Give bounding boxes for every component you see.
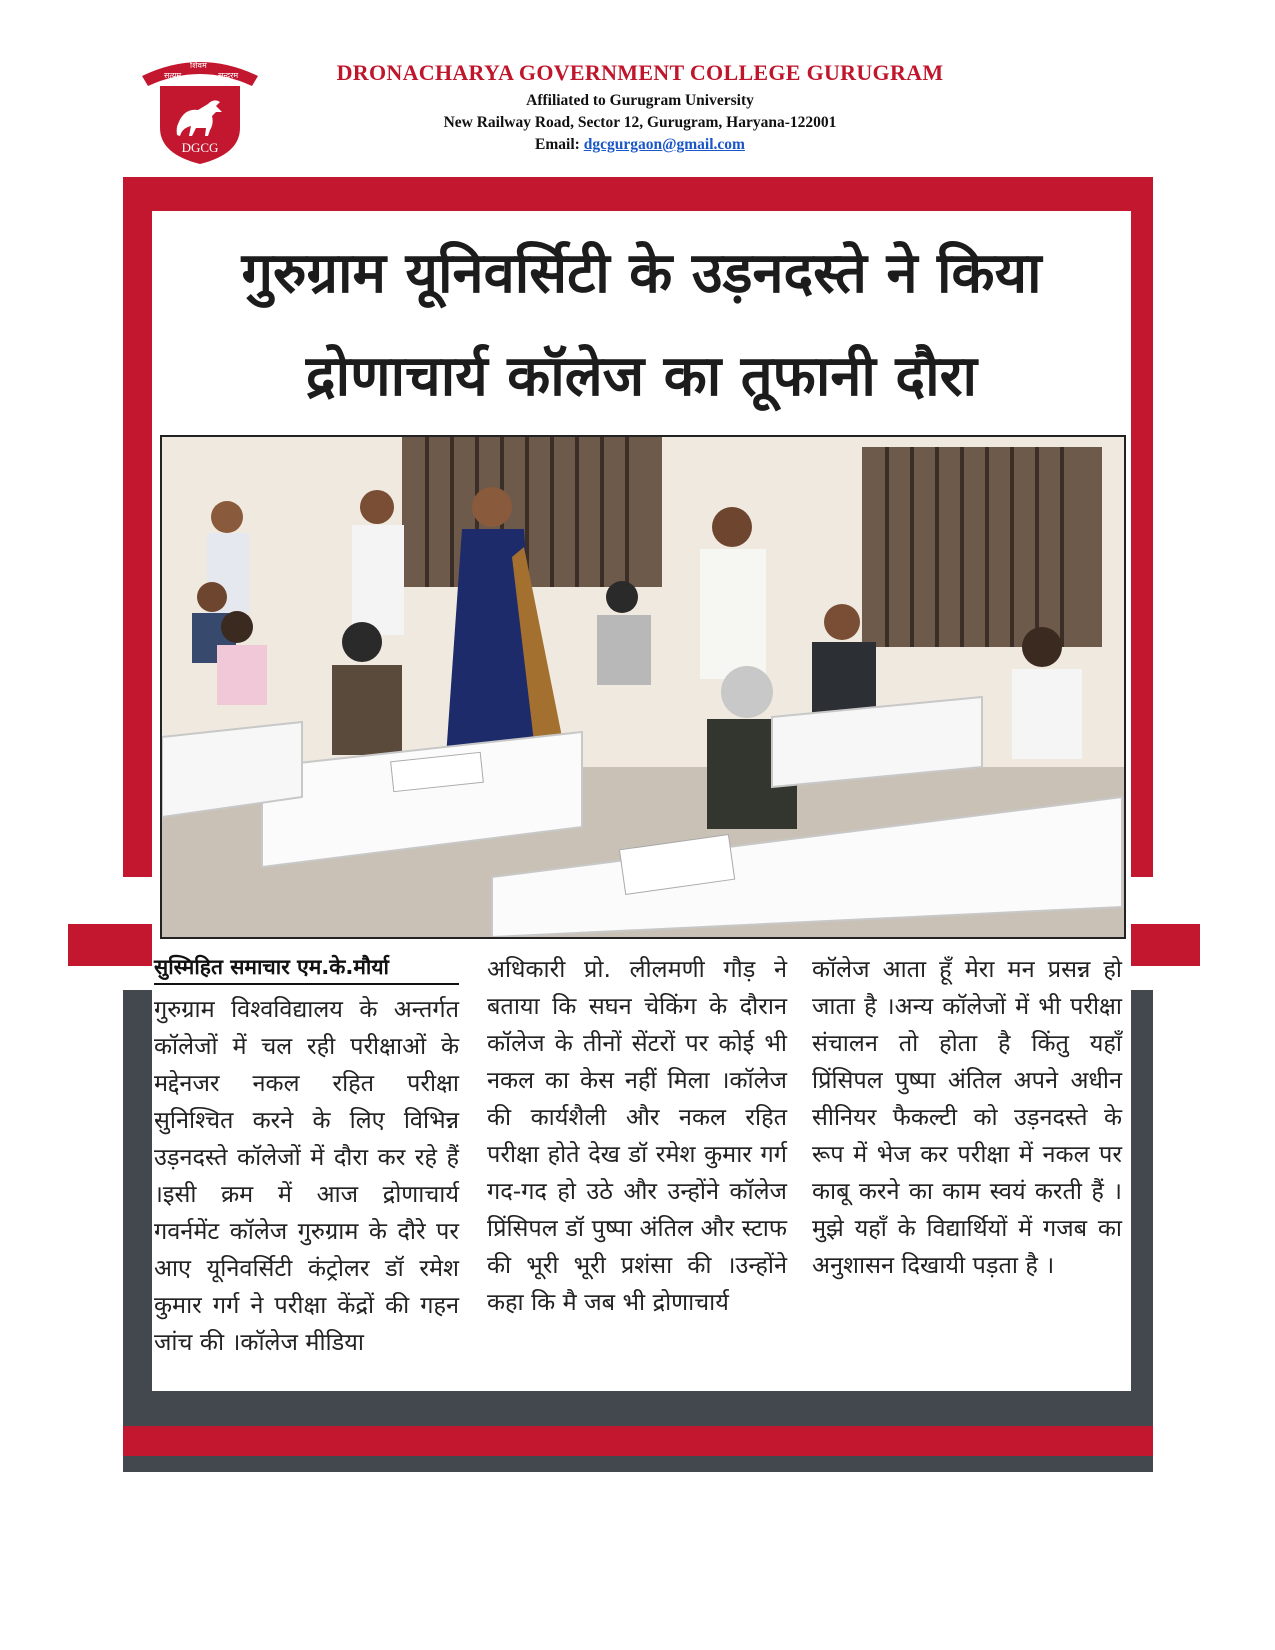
news-clipping [152,211,1131,1391]
column-2-text: अधिकारी प्रो. लीलमणी गौड़ ने बताया कि सघन चेकिंग के दौरान कॉलेज के तीनों सेंटरों पर कोई भी नकल का केस नहीं मिला ।कॉलेज की कार्यशैली और नकल रहित परीक्षा होते देख डॉ रमेश कुमार गर्ग गद-गद हो उठे और उन्होंने कॉलेज प्रिंसिपल डॉ पुष्पा अंतिल और स्टाफ की भूरी भूरी प्रशंसा की ।उन्होंने कहा कि मै जब भी द्रोणाचार्य [487,955,787,1316]
frame-red-bottom [123,1426,1153,1456]
article-column-3 [812,951,1122,1284]
byline: सुस्मिहित समाचार एम.के.मौर्या [154,953,459,985]
college-name: DRONACHARYA GOVERNMENT COLLEGE GURUGRAM [336,60,944,85]
exam-hall-photo [160,435,1126,939]
email-link[interactable]: dgcgurgaon@gmail.com [583,136,745,153]
college-logo [138,46,262,170]
logo-motto-left: सत्यम [164,71,182,80]
headline-line-1: गुरुग्राम यूनिवर्सिटी के उड़नदस्ते ने किया [241,241,1042,306]
email-label: Email: [535,136,580,153]
frame-red-right-tab [1128,924,1200,966]
article-column-1 [154,991,459,1361]
logo-motto-right: सुन्दरम [218,71,239,80]
column-3-text: कॉलेज आता हूँ मेरा मन प्रसन्न हो जाता है ।अन्य कॉलेजों में भी परीक्षा संचालन तो होता है किंतु यहाँ प्रिंसिपल पुष्पा अंतिल अपने अधीन सीनियर फैकल्टी को उड़नदस्ते के रूप में भेज कर परीक्षा में नकल पर काबू करने का काम स्वयं करती हैं ।मुझे यहाँ के विद्यार्थियों में गजब का अनुशासन दिखायी पड़ता है । [812,955,1122,1279]
logo-initials: DGCG [181,140,219,155]
affiliation: Affiliated to Gurugram University [526,92,754,109]
frame-red-left-tab [68,924,160,966]
address: New Railway Road, Sector 12, Gurugram, Haryana-122001 [443,114,837,131]
column-1-text: गुरुग्राम विश्वविद्यालय के अन्तर्गत कॉलेजों में चल रही परीक्षाओं के मद्देनजर नकल रहित परीक्षा सुनिश्चित करने के लिए विभिन्न उड़नदस्ते कॉलेजों में दौरा कर रहे हैं ।इसी क्रम में आज द्रोणाचार्य गवर्नमेंट कॉलेज गुरुग्राम के दौरे पर आए यूनिवर्सिटी कंट्रोलर डॉ रमेश कुमार गर्ग ने परीक्षा केंद्रों की गहन जांच की ।कॉलेज मीडिया [154,995,459,1356]
email-line [260,136,1020,154]
headline-line-2: द्रोणाचार्य कॉलेज का तूफानी दौरा [305,344,978,409]
logo-motto-center: शिवम [190,61,207,70]
article-column-2 [487,951,787,1321]
